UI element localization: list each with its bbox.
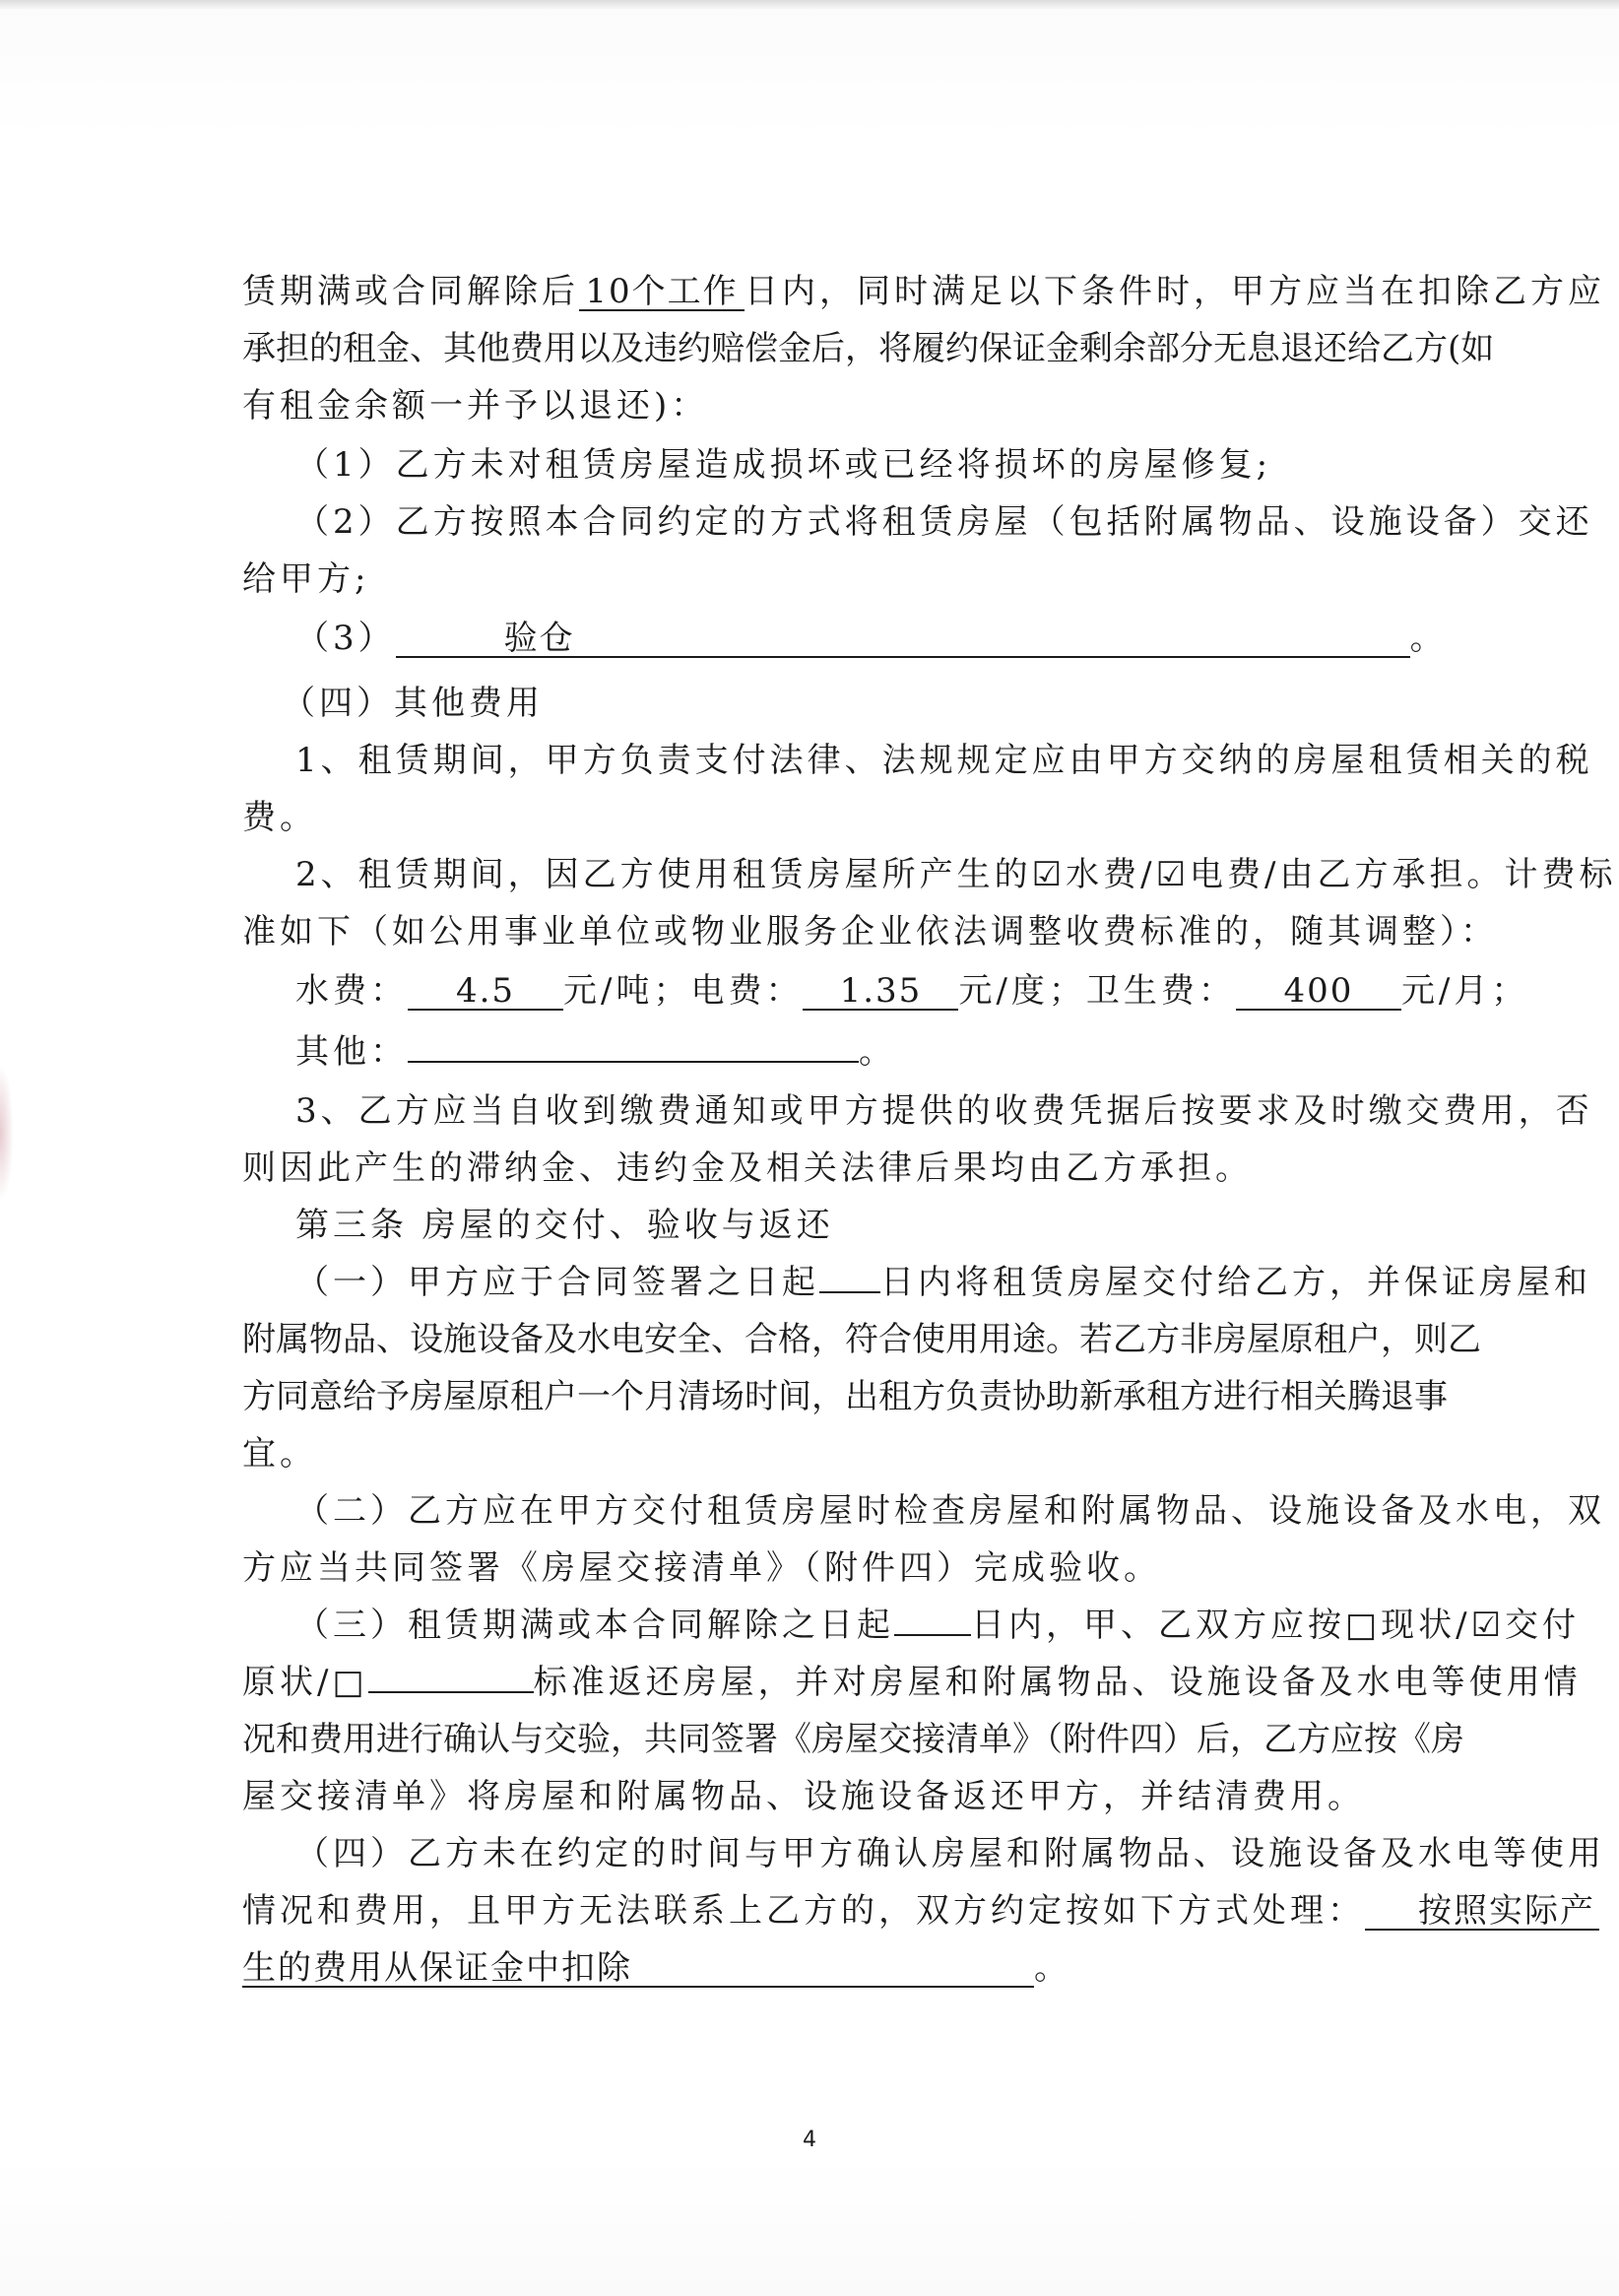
fee-3-line-2: 则因此产生的滞纳金、违约金及相关法律后果均由乙方承担。: [242, 1148, 1253, 1188]
return-days-field: 10个工作: [579, 274, 745, 311]
handling-method-field-2: 生的费用从保证金中扣除: [242, 1950, 1034, 1988]
a3-3-line-4: 屋交接清单》将房屋和附属物品、设施设备返还甲方，并结清费用。: [242, 1777, 1365, 1816]
a3-1-line-3: 方同意给予房屋原租户一个月清场时间，出租方负责协助新承租方进行相关腾退事: [242, 1377, 1448, 1416]
fee-3-line-1: 3、乙方应当自收到缴费通知或甲方提供的收费凭据后按要求及时缴交费用，否: [295, 1091, 1593, 1131]
condition-3: （3） 验仓 。: [295, 619, 1448, 658]
p1-line-1: 赁期满或合同解除后 10个工作 日内，同时满足以下条件时，甲方应当在扣除乙方应: [242, 272, 1605, 311]
a3-4-line-1: （四）乙方未在约定的时间与甲方确认房屋和附属物品、设施设备及水电等使用: [295, 1834, 1605, 1873]
a3-1-line-1: （一）甲方应于合同签署之日起 日内将租赁房屋交付给乙方，并保证房屋和: [295, 1263, 1591, 1302]
a3-4-line-3: 生的费用从保证金中扣除 。: [242, 1948, 1071, 1988]
electricity-rate-field: 1.35: [803, 973, 958, 1011]
return-standard-field: [368, 1691, 534, 1693]
p1-line-3: 有租金余额一并予以退还)：: [242, 386, 709, 426]
fee-2-line-1: 2、租赁期间，因乙方使用租赁房屋所产生的☑水费/☑电费/由乙方承担。计费标: [295, 855, 1617, 894]
return-period-days-field: [894, 1634, 971, 1636]
condition-1: （1）乙方未对租赁房屋造成损坏或已经将损坏的房屋修复;: [295, 445, 1272, 485]
a3-3-line-2: 原状/□ 标准返还房屋，并对房屋和附属物品、设施设备及水电等使用情: [242, 1663, 1582, 1702]
section-4-title: （四）其他费用: [282, 684, 544, 723]
other-fee-field: [408, 1061, 859, 1063]
a3-4-line-2: 情况和费用，且甲方无法联系上乙方的，双方约定按如下方式处理： 按照实际产: [242, 1891, 1599, 1931]
sanitation-fee-field: 400: [1236, 973, 1401, 1011]
a3-3-line-1: （三）租赁期满或本合同解除之日起 日内，甲、乙双方应按□现状/☑交付: [295, 1606, 1581, 1645]
water-rate-field: 4.5: [408, 973, 563, 1011]
p1-line-2: 承担的租金、其他费用以及违约赔偿金后，将履约保证金剩余部分无息退还给乙方(如: [242, 329, 1495, 368]
a3-3-line-3: 况和费用进行确认与交验，共同签署《房屋交接清单》（附件四）后，乙方应按《房: [242, 1720, 1464, 1759]
delivery-days-field: [819, 1291, 880, 1293]
a3-1-line-2: 附属物品、设施设备及水电安全、合格，符合使用用途。若乙方非房屋原租户，则乙: [242, 1320, 1481, 1359]
article-3-title: 第三条 房屋的交付、验收与返还: [295, 1206, 834, 1245]
scan-smudge: [0, 1064, 14, 1202]
fee-1-line-1: 1、租赁期间，甲方负责支付法律、法规规定应由甲方交纳的房屋租赁相关的税: [295, 741, 1593, 780]
other-fee-line: 其他： 。: [295, 1032, 896, 1072]
fee-2-line-2: 准如下（如公用事业单位或物业服务企业依法调整收费标准的，随其调整）：: [242, 912, 1498, 951]
rates-line: 水费： 4.5 元/吨；电费： 1.35 元/度；卫生费： 400 元/月；: [295, 971, 1529, 1011]
handling-method-field-1: 按照实际产: [1365, 1893, 1599, 1931]
a3-1-line-4: 宜。: [242, 1434, 317, 1474]
scan-edge-shadow: [0, 0, 1619, 10]
fee-1-line-2: 费。: [242, 798, 317, 837]
page-number: 4: [803, 2128, 816, 2152]
condition-3-field: 验仓: [396, 621, 1410, 658]
a3-2-line-2: 方应当共同签署《房屋交接清单》（附件四）完成验收。: [242, 1548, 1161, 1588]
condition-2-line-1: （2）乙方按照本合同约定的方式将租赁房屋（包括附属物品、设施设备）交还: [295, 502, 1593, 542]
a3-2-line-1: （二）乙方应在甲方交付租赁房屋时检查房屋和附属物品、设施设备及水电，双: [295, 1491, 1605, 1531]
condition-2-line-2: 给甲方;: [242, 559, 370, 599]
